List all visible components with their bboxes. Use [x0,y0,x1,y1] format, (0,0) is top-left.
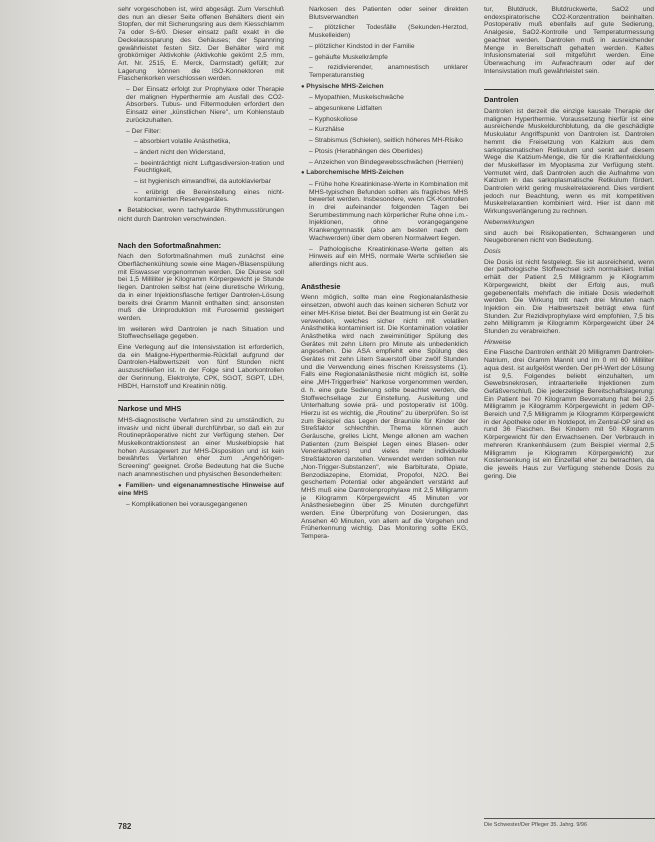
list-item: – Komplikationen bei vorausgegangenen [118,501,284,509]
list-item: – Ptosis (Herabhängen des Oberlides) [301,148,468,156]
list-item: – plötzlicher Kindstod in der Familie [301,43,468,51]
paragraph: Eine Verlegung auf die Intensivstation ist erforderlich, da ein Maligne-Hyperthermie-Rückfall aufgrund der Dantrolen-Halbwertszeit von fünf Stunden nicht auszuschließen ist. In der Folge sind Laborkontrollen der Gerinnung, Elektrolyte, CPK, SGOT, SGPT, LDH, HBDH, Harnstoff und Kreatinin nötig. [118,344,284,390]
paragraph: Dantrolen ist derzeit die einzige kausale Therapie der malignen Hyperthermie. Voraussetzung hierfür ist eine ausreichende Muskeldurchblutung, da die geschädigte Muskulatur Angriffspunkt von Dantrolen ist. Dantrolen hemmt die Freisetzung von Kalzium aus dem sarkoplasmatischen Retikulum und senkt auf diesem Wege die Kalzium-Menge, die für die Kraftentwicklung der Muskelfaser im Myoplasma zur Verfügung steht. Vermutet wird, daß Dantrolen auch die Aufnahme von Kalzium in das sarkoplasmatische Retikulum fördert. Dantrolen wirkt gering muskelrelaxierend. Dies verdient jedoch nur Beachtung, wenn es mit kompetitiven Muskelrelaxantien kombiniert wird. Hier ist dann mit Wirkungsverlängerung zu rechnen. [484,108,654,216]
bullet-item: ● Physische MHS-Zeichen [301,83,468,92]
paragraph: Nach den Sofortmaßnahmen muß zunächst eine Oberflächenkühlung sowie eine Magen-/Blasenspülung mit Eiswasser vorgenommen werden. Die Diurese soll bei 1,5 Milliliter je Kilogramm Körpergewicht je Stunde liegen. Dantrolen selbst hat (eine diuretische Wirkung, da in einer Injektionsflasche fertiger Dantrolen-Lösung bereits drei Gramm Mannit enthalten sind; ansonsten muß die Urinproduktion mit Furosemid gesteigert werden. [118,253,284,322]
list-item: – Frühe hohe Kreatinkinase-Werte in Kombination mit MHS-typischen Befunden sollten als fragliches MHS bewertet werden. Insbesondere, wenn CK-Kontrollen in drei aufeinander folgenden Tagen bei Serumbestimmung nach körperlicher Ruhe ohne i.m.-Injektionen, ohne vorangegangene Krankengymnastik (also am besten nach dem Wachwerden) über dem oberen Normalwert liegen. [301,181,468,243]
filter-heading: – Der Filter: [118,128,284,136]
paragraph: Eine Flasche Dantrolen enthält 20 Milligramm Dantrolen-Natrium, drei Gramm Mannit und im 0 ml 60 Milliliter aqua dest. ist aufgelöst werden. Der pH-Wert der Lösung ist 9,5. Folgendes beliebt einzuhalten, um Gewebsnekrosen, intraarterielle Injektionen zum Gefäßverschluß. Die jederzeitige Bereitschaftslagerung: Ein Patient bei 70 Kilogramm Bevorratung hat bei 2,5 Milligramm je Kilogramm Körpergewicht in jedem OP-Bereich und 7,5 Milligramm je Kilogramm Körpergewicht in der Apotheke oder im Notdepot, im Zentral-OP sind es rund 36 Flaschen. Bei Kindern mit 50 Kilogramm Körpergewicht für den Erwachsenen. Der Verbrauch in mehreren Krankenhäusern (zum Beispiel viermal 2,5 Milligramm je Kilogramm Körpergewicht) zur Kostensenkung ist ein Einzelfall eher zu betrachten, da die jeweils Haus zur Verfügung stehende Dosis zu gering. Die [484,349,654,480]
footer-rule [484,818,655,819]
list-item: – Anzeichen von Bindegewebsschwächen (Hernien) [301,159,468,167]
section-heading: Dantrolen [484,89,654,104]
bullet-item: ● Familien- und eigenanamnestische Hinweise auf eine MHS [118,482,284,498]
list-item: – Strabismus (Schielen), seitlich höheres MH-Risiko [301,137,468,145]
list-item: – beeinträchtigt nicht Luftgasdiversion-tration und Feuchtigkeit, [118,160,284,175]
list-item: – abgesunkene Lidfalten [301,105,468,113]
section-heading: Nach den Sofortmaßnahmen: [118,240,222,250]
paragraph: tur, Blutdruck, Blutdruckwerte, SaO2 und endexspiratorische CO2-Konzentration beinhalten. Postoperativ muß ebenfalls auf gute Sedierung, Analgesie, SaO2-Kontrolle und Temperaturmessung geachtet werden. Dantrolen muß in ausreichender Menge in Bereitschaft gehalten werden. Kaltes Infusionsmaterial soll mitgeführt werden. Eine Überwachung im Aufwachraum oder auf der Intensivstation muß gewährleistet sein. [484,6,654,75]
paragraph: Im weiteren wird Dantrolen je nach Situation und Stoffwechsellage gegeben. [118,325,284,341]
list-item: – ist hygienisch einwandfrei, da autoklavierbar [118,178,284,186]
list-item: Narkosen des Patienten oder seiner direkten Blutsverwandten [309,6,468,21]
column-right [484,6,654,826]
column-middle [301,6,468,826]
bullet-item: ● Betablocker, wenn tachykarde Rhythmusstörungen nicht durch Dantrolen verschwinden. [118,207,284,223]
paragraph: sehr vorgeschoben ist, wird abgesägt. Zum Verschluß des nun an dieser Seite offenen Behälters dient ein Stopfen, der mit Sicherungsring aus dem Kiesschlamm 7a oder S-6/0. Dieser einsatz paßt exakt in die Deckelaussparung des Gehäuses; der Spannring gewährleistet festen Sitz. Der Behälter wird mit grobkörniger Aktivkohle (Aktivkohle gekörnt 2,5 mm, Art. Nr. 2515, E. Merck, Darmstadt) gefüllt; zur Lagerung können die ISO-Konnektoren mit Flaschenkorken verschlossen werden. [118,6,284,83]
section-heading: Anästhesie [301,281,341,291]
paragraph: Die Dosis ist nicht festgelegt. Sie ist ausreichend, wenn der pathologische Stoffwechsel sich normalisiert. Initial erhält der Patient 2,5 Milligramm je Kilogramm Körpergewicht, bleibt der Erfolg aus, muß gegebenenfalls mehrfach die initiale Dosis wiederholt werden. Die Wirkung tritt nach drei Minuten nach Injektion ein. Die Halbwertszeit beträgt etwa fünf Stunden. Zur Rezidivprophylaxe wird empfohlen, 7,5 bis zehn Milligramm je Kilogramm Körpergewicht über 24 Stunden zu verabreichen. [484,258,654,336]
list-item: – gehäufte Muskelkrämpfe [301,54,468,62]
list-item: – rezidivierender, anamnestisch unklarer Temperaturanstieg [301,64,468,79]
list-item: – plötzlicher Todesfälle (Sekunden-Herztod, Muskelleiden) [301,24,468,39]
paragraph: – Der Einsatz erfolgt zur Prophylaxe oder Therapie der malignen Hyperthermie am Ausfall des CO2-Absorbers. Tubus- und Filtermodulen erfordert den Einsatz einer „künstlichen Niere", um Kohlenstaub zurückzuhalten. [118,86,284,125]
list-item: – Kyphoskoliose [301,116,468,124]
subheading-dose: Dosis [484,247,501,255]
subheading-notes: Hinweise [484,338,512,346]
list-item: – erübrigt die Bereinstellung eines nicht-kontaminierten Reservegerätes. [118,189,284,204]
subheading-side-effects: Nebenwirkungen [484,218,535,226]
journal-footer: Die Schwester/Der Pfleger 35. Jahrg. 9/96 [484,822,588,828]
paragraph: MHS-diagnostische Verfahren sind zu umständlich, zu invasiv und nicht überall durchführbar, so daß ein zur Routinepräoperative nicht zur Verfügung stehen. Der Muskelkontraktionstest an einer Muskelbiopsie hat hohen Aussagewert zur MHS-Disposition und ist kein bewährtes Verfahren eher zum „Angehörigen-Screening" geeignet. Große Bedeutung hat die Suche nach anamnestischen und physischen Besonderheiten: [118,416,284,478]
list-item: – absorbiert volatile Anästhetika, [118,138,284,146]
bullet-item: ● Laborchemische MHS-Zeichen [301,169,468,178]
page-number: 782 [118,822,132,831]
paragraph: sind auch bei Risikopatienten, Schwangeren und Neugeborenen nicht von Bedeutung. [484,229,654,245]
list-item: – Pathologische Kreatinkinase-Werte gelten als Hinweis auf ein MHS, normale Werte schließen sie allerdings nicht aus. [301,246,468,269]
column-left [118,6,284,826]
list-item: – Myopathien, Muskelschwäche [301,94,468,102]
section-heading: Narkose und MHS [118,400,284,413]
paragraph: Wenn möglich, sollte man eine Regionalanästhesie einsetzen, obwohl auch das keinen sicheren Schutz vor einer MH-Krise bietet. Bei der Beatmung ist ein Gerät zu verwenden, welches sicher nicht mit volatilen Anästhetika kontaminiert ist. Die Kontamination volatiler Anästhetika wird nach zweiminütiger Spülung des Gerätes mit zehn Litern pro Minute als unbedenklich angesehen. Die ASA empfiehlt eine Spülung des Gerätes mit zehn Litern Sauerstoff über zwölf Stunden und die Verwendung eines frischen Kreissystems (1). Falls eine Regionalanästhesie nicht möglich ist, sollte eine „MH-Triggerfreie" Narkose vorgenommen werden, d. h. eine gute Sedierung sollte beachtet werden, die Stoffwechsellage zur Einstellung. Ausleitung und Unterhaltung sowie prä- und postoperativ ist 100g. Hierzu ist es wichtig, die „Routine" zu überprüfen. So ist zum Beispiel das Legen der Braunüle für Kinder der Streßfaktor schlechthin. Thema können auch Geräusche, grelles Licht, Menge allonen am wachen Patienten (zum Beispiel Legen eines Blasen- oder Venenkatheters) und vieles mehr individuelle Streßfaktoren darstellen. Verwendet werden sollten nur „Non-Trigger-Substanzen", wie Barbiturate, Opiate, Benzodiazepine, Etomidat, Propofol, N2O. Bei geschertem Potential oder abgeändert verstärkt auf MHS muß eine Dantrolenprophylaxe mit 2,5 Milligramm je Kilogramm Körpergewicht 45 Minuten vor Anästhesiebeginn über 25 Minuten durchgeführt werden. Eine Überprüfung von Dosierungen, das Ansehen 40 Minuten, von allem auf die Vorgehen und Früherkennung wichtig. Das Monitoring sollte EKG, Tempera- [301,294,468,541]
list-item: – ändert nicht den Widerstand, [118,149,284,157]
list-item: – Kurzhälse [301,126,468,134]
